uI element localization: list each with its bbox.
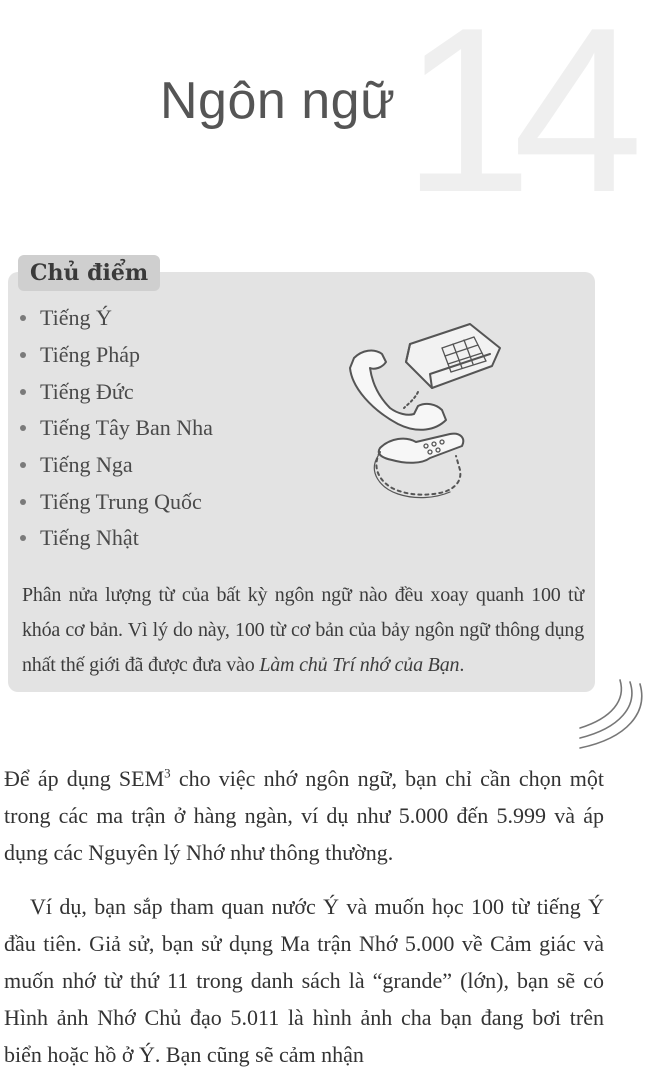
topic-label: Tiếng Đức <box>40 378 134 404</box>
highlights-note <box>22 578 584 683</box>
topic-label: Tiếng Ý <box>40 305 112 331</box>
para1-rest: cho việc nhớ ngôn ngữ, bạn chỉ cần chọn một trong các ma trận ở hàng ngàn, ví dụ như 5.000 đến 5.999 và áp dụng các Nguyên lý Nhớ như thông thường. <box>4 766 605 865</box>
bullet-icon <box>20 462 26 468</box>
highlights-tab: Chủ điểm <box>18 255 160 291</box>
para1-start: Để áp dụng SEM <box>4 766 165 791</box>
topic-list <box>20 300 213 557</box>
body-paragraph-2: Ví dụ, bạn sắp tham quan nước Ý và muốn học 100 từ tiếng Ý đầu tiên. Giả sử, bạn sử dụng Ma trận Nhớ 5.000 về Cảm giác và muốn nhớ từ thứ 11 trong danh sách là “grande” (lớn), bạn sẽ có Hình ảnh Nhớ Chủ đạo 5.011 là hình ảnh cha bạn đang bơi trên biển hoặc hồ ở Ý. Bạn cũng sẽ cảm nhận <box>4 894 604 1067</box>
note-end: . <box>459 654 465 676</box>
list-item <box>20 373 213 410</box>
sound-wave-icon <box>572 674 652 754</box>
footnote-marker: 3 <box>164 765 171 781</box>
topic-label: Tiếng Trung Quốc <box>40 488 202 514</box>
chapter-number: 14 <box>402 0 624 241</box>
bullet-icon <box>20 315 26 321</box>
topic-label: Tiếng Pháp <box>40 342 141 368</box>
body-paragraph-1 <box>4 760 604 871</box>
list-item <box>20 520 213 557</box>
list-item <box>20 483 213 520</box>
book-title: Làm chủ Trí nhớ của Bạn <box>259 654 460 676</box>
bullet-icon <box>20 425 26 431</box>
list-item <box>20 300 213 337</box>
topic-label: Tiếng Nhật <box>40 525 139 551</box>
list-item <box>20 447 213 484</box>
topic-label: Tiếng Tây Ban Nha <box>40 415 213 441</box>
bullet-icon <box>20 535 26 541</box>
list-item <box>20 337 213 374</box>
list-item <box>20 410 213 447</box>
bullet-icon <box>20 352 26 358</box>
note-text: Phân nửa lượng từ của bất kỳ ngôn ngữ nào đều xoay quanh 100 từ khóa cơ bản. Vì lý do này, 100 từ cơ bản của bảy ngôn ngữ thông dụng nhất thế giới đã được đưa vào <box>22 584 584 676</box>
topic-label: Tiếng Nga <box>40 452 133 478</box>
telephone-icon <box>332 296 502 506</box>
bullet-icon <box>20 389 26 395</box>
chapter-title: Ngôn ngữ <box>160 72 396 130</box>
bullet-icon <box>20 499 26 505</box>
